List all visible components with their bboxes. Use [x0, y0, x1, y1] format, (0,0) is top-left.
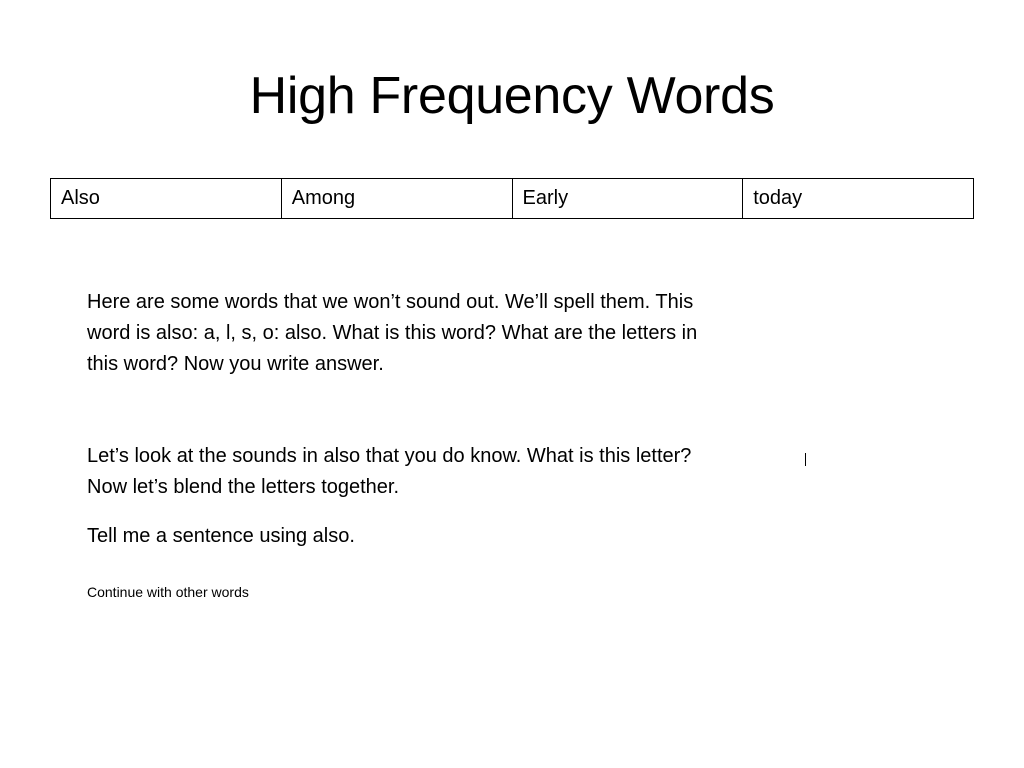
word-row — [51, 179, 974, 219]
sentence-paragraph: Tell me a sentence using also. — [87, 525, 355, 547]
word-cell-today: today — [743, 179, 974, 219]
word-cell-also: Also — [51, 179, 282, 219]
continue-note: Continue with other words — [87, 584, 249, 600]
intro-line: this word? Now you write answer. — [87, 353, 384, 375]
intro-line: Here are some words that we won’t sound out. We’ll spell them. This — [87, 291, 694, 313]
intro-paragraph — [87, 287, 812, 380]
word-cell-early: Early — [512, 179, 743, 219]
sounds-line: Let’s look at the sounds in also that you do know. What is this letter? — [87, 445, 692, 467]
word-cell-among: Among — [281, 179, 512, 219]
sounds-line: Now let’s blend the letters together. — [87, 476, 400, 498]
word-table — [50, 178, 974, 219]
sounds-paragraph — [87, 441, 812, 503]
text-cursor — [805, 453, 806, 466]
intro-line: word is also: a, l, s, o: also. What is this word? What are the letters in — [87, 322, 698, 344]
slide-title: High Frequency Words — [249, 67, 775, 125]
